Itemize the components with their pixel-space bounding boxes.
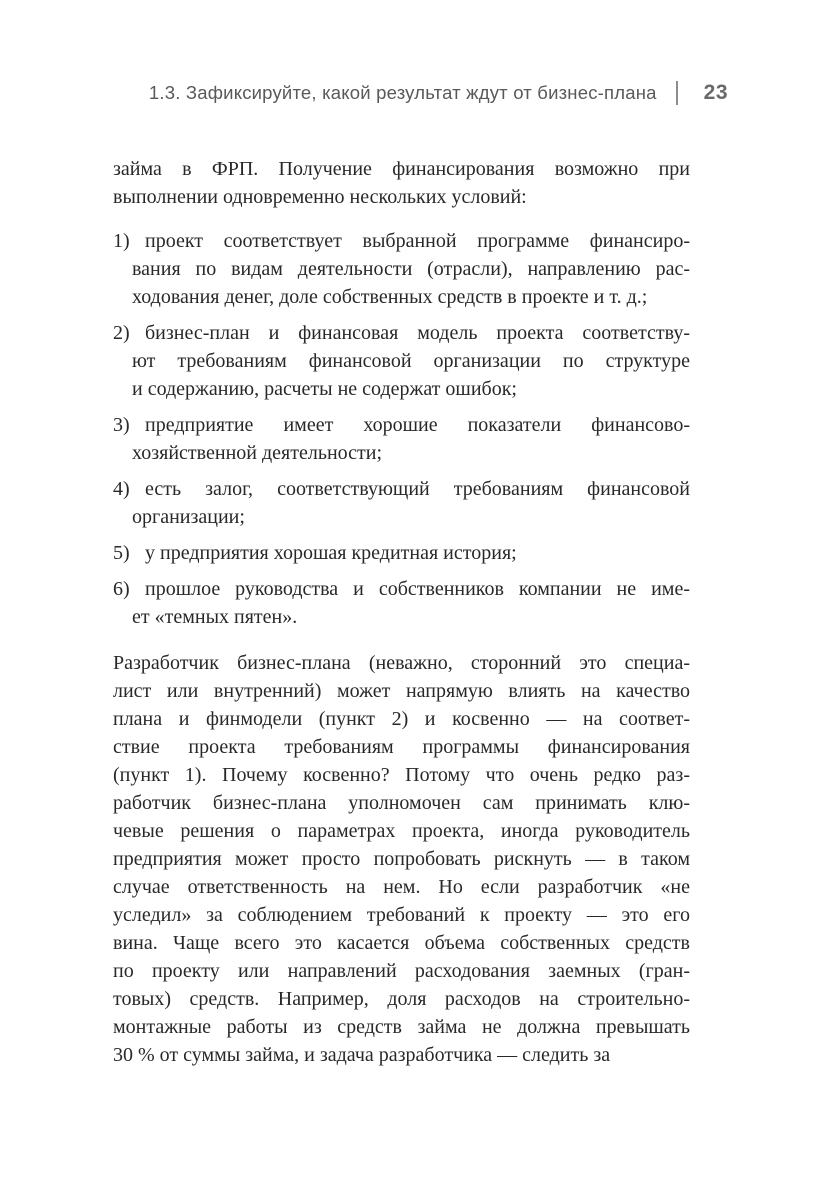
- closing-paragraph: [113, 649, 690, 1069]
- list-item-lines: [132, 319, 690, 403]
- list-item-marker: 1): [113, 230, 130, 252]
- text-line: выполнении одновременно нескольких условий:: [113, 186, 527, 208]
- text-line: вина. Чаще всего это касается объема собственных средств: [113, 932, 690, 954]
- numbered-list: [113, 227, 690, 631]
- text-line: по проекту или направлений расходования заемных (гран-: [113, 960, 690, 982]
- list-item: [113, 319, 690, 403]
- list-item: [113, 227, 690, 311]
- text-line: уследил» за соблюдением требований к проекту — это его: [113, 904, 690, 926]
- list-item-lines: [132, 475, 690, 531]
- list-item: [113, 575, 690, 631]
- text-line: плана и финмодели (пункт 2) и косвенно — на соответ-: [113, 708, 690, 730]
- text-line: предприятие имеет хорошие показатели финансово-: [145, 414, 690, 436]
- list-item-marker: 2): [113, 322, 130, 344]
- text-line: товых) средств. Например, доля расходов на строительно-: [113, 988, 690, 1010]
- text-line: проект соответствует выбранной программе финансиро-: [145, 230, 690, 252]
- page-number: 23: [703, 81, 728, 104]
- list-item-marker: 6): [113, 578, 130, 600]
- text-line: чевые решения о параметрах проекта, иногда руководитель: [113, 820, 690, 842]
- text-line: займа в ФРП. Получение финансирования возможно при: [113, 158, 690, 180]
- text-line: прошлое руководства и собственников компании не име-: [145, 578, 690, 600]
- text-line: организации;: [132, 506, 245, 528]
- intro-paragraph: [113, 155, 690, 211]
- list-item: [113, 411, 690, 467]
- section-title: 1.3. Зафиксируйте, какой результат ждут от бизнес-плана: [148, 82, 657, 103]
- text-line: работчик бизнес-плана уполномочен сам принимать клю-: [113, 792, 690, 814]
- text-line: бизнес-план и финансовая модель проекта соответству-: [145, 322, 690, 344]
- text-line: 30 % от суммы займа, и задача разработчика — следить за: [113, 1044, 611, 1066]
- text-line: ходования денег, доле собственных средств в проекте и т. д.;: [132, 286, 648, 308]
- list-item-lines: [132, 575, 690, 631]
- running-header: [0, 78, 728, 108]
- text-block: [113, 155, 690, 1069]
- text-line: и содержанию, расчеты не содержат ошибок;: [132, 378, 517, 400]
- list-item-lines: [132, 411, 690, 467]
- list-item-marker: 3): [113, 414, 130, 436]
- text-line: ют требованиям финансовой организации по структуре: [132, 350, 690, 372]
- text-line: есть залог, соответствующий требованиям финансовой: [145, 478, 690, 500]
- text-line: предприятия может просто попробовать рискнуть — в таком: [113, 848, 690, 870]
- text-line: случае ответственность на нем. Но если разработчик «не: [113, 876, 690, 898]
- text-line: (пункт 1). Почему косвенно? Потому что очень редко раз-: [113, 764, 690, 786]
- text-line: у предприятия хорошая кредитная история;: [145, 542, 517, 564]
- list-item-lines: [132, 227, 690, 311]
- text-line: хозяйственной деятельности;: [132, 442, 383, 464]
- text-line: Разработчик бизнес-плана (неважно, сторонний это специа-: [113, 652, 690, 674]
- list-item-marker: 5): [113, 542, 130, 564]
- list-item: [113, 475, 690, 531]
- list-item: [113, 539, 690, 567]
- list-item-marker: 4): [113, 478, 130, 500]
- text-line: ет «темных пятен».: [132, 606, 298, 628]
- text-line: лист или внутренний) может напрямую влиять на качество: [113, 680, 690, 702]
- text-line: монтажные работы из средств займа не должна превышать: [113, 1016, 690, 1038]
- list-item-lines: [132, 539, 690, 567]
- text-line: вания по видам деятельности (отрасли), направлению рас-: [132, 258, 690, 280]
- text-line: ствие проекта требованиям программы финансирования: [113, 736, 690, 758]
- header-separator: [676, 81, 678, 105]
